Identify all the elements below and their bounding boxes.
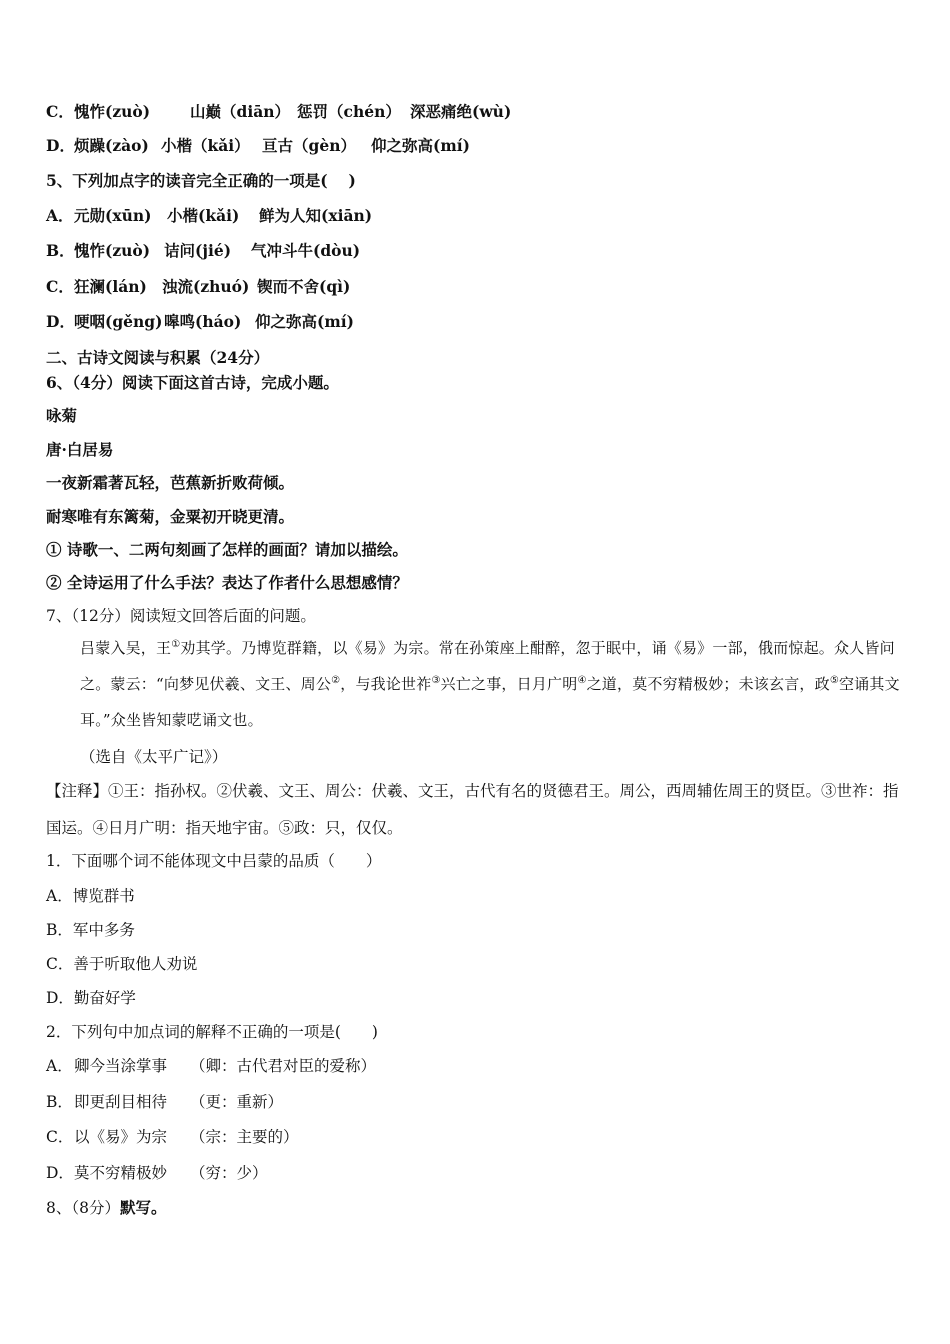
- q7-notes: 【注释】①王：指孙权。②伏羲、文王、周公：伏羲、文王，古代有名的贤德君王。周公，西周辅佐周王的贤臣。③世祚：指国运。④日月广明：指天地宇宙。⑤政：只，仅仅。: [46, 782, 899, 837]
- q7-sub2-option-c: C．以《易》为宗 （宗：主要的）: [46, 1128, 299, 1146]
- q5-option-c: C．狂澜(lán) 浊流(zhuó) 锲而不舍(qì): [46, 277, 351, 296]
- section-title: 二、古诗文阅读与积累（24分）: [46, 348, 270, 367]
- q6-subquestion-1: ① 诗歌一、二两句刻画了怎样的画面？请加以描绘。: [46, 540, 408, 559]
- q6-subquestion-2: ② 全诗运用了什么手法？表达了作者什么思想感情？: [46, 573, 408, 592]
- poem-line-1: 一夜新霜著瓦轻，芭蕉新折败荷倾。: [46, 473, 295, 492]
- q7-sub2-option-b: B．即更刮目相待 （更：重新）: [46, 1093, 284, 1111]
- q7-stem: 7、（12分）阅读短文回答后面的问题。: [46, 607, 316, 625]
- q7-source: （选自《太平广记》）: [80, 748, 228, 766]
- q7-sub2-stem: 2．下列句中加点词的解释不正确的一项是( ): [46, 1023, 378, 1041]
- q7-sub1-option-a: A．博览群书: [46, 887, 135, 905]
- q7-passage: 吕蒙入吴，王①劝其学。乃博览群籍，以《易》为宗。常在孙策座上酣醉，忽于眠中，诵《易》一部，俄而惊起。众人皆问之。蒙云：“向梦见伏羲、文王、周公②，与我论世祚③兴亡之事，日月广明④之道，莫不穷精极妙；未该玄言，政⑤空诵其文耳。”众坐皆知蒙呓诵文也。: [80, 639, 900, 729]
- poem-title: 咏菊: [46, 406, 78, 425]
- q5-option-a: A．元勋(xūn) 小楷(kǎi) 鲜为人知(xiān): [46, 206, 373, 225]
- q5-option-b: B．愧怍(zuò) 诘问(jié) 气冲斗牛(dòu): [46, 241, 361, 260]
- q8-stem: 8、（8分）默写。: [46, 1198, 167, 1217]
- q7-sub1-option-c: C．善于听取他人劝说: [46, 955, 198, 973]
- q5-stem: 5、下列加点字的读音完全正确的一项是( ): [46, 171, 356, 190]
- poem-author: 唐·白居易: [46, 440, 114, 459]
- q6-stem: 6、（4分）阅读下面这首古诗，完成小题。: [46, 373, 339, 392]
- q7-sub2-option-d: D．莫不穷精极妙 （穷：少）: [46, 1164, 268, 1182]
- q7-sub1-stem: 1．下面哪个词不能体现文中吕蒙的品质（ ）: [46, 852, 382, 870]
- q5-option-d: D．哽咽(gěng)嗥鸣(háo) 仰之弥高(mí): [46, 312, 354, 331]
- q4-option-d: D．烦躁(zào) 小楷（kǎi） 亘古（gèn） 仰之弥高(mí): [46, 136, 470, 155]
- poem-line-2: 耐寒唯有东篱菊，金粟初开晓更清。: [46, 507, 295, 526]
- q4-option-c: C．愧怍(zuò) 山巅（diān） 惩罚（chén） 深恶痛绝(wù): [46, 102, 512, 121]
- q7-sub2-option-a: A．卿今当涂掌事 （卿：古代君对臣的爱称）: [46, 1057, 377, 1075]
- q7-sub1-option-d: D．勤奋好学: [46, 989, 136, 1007]
- q7-sub1-option-b: B．军中多务: [46, 921, 135, 939]
